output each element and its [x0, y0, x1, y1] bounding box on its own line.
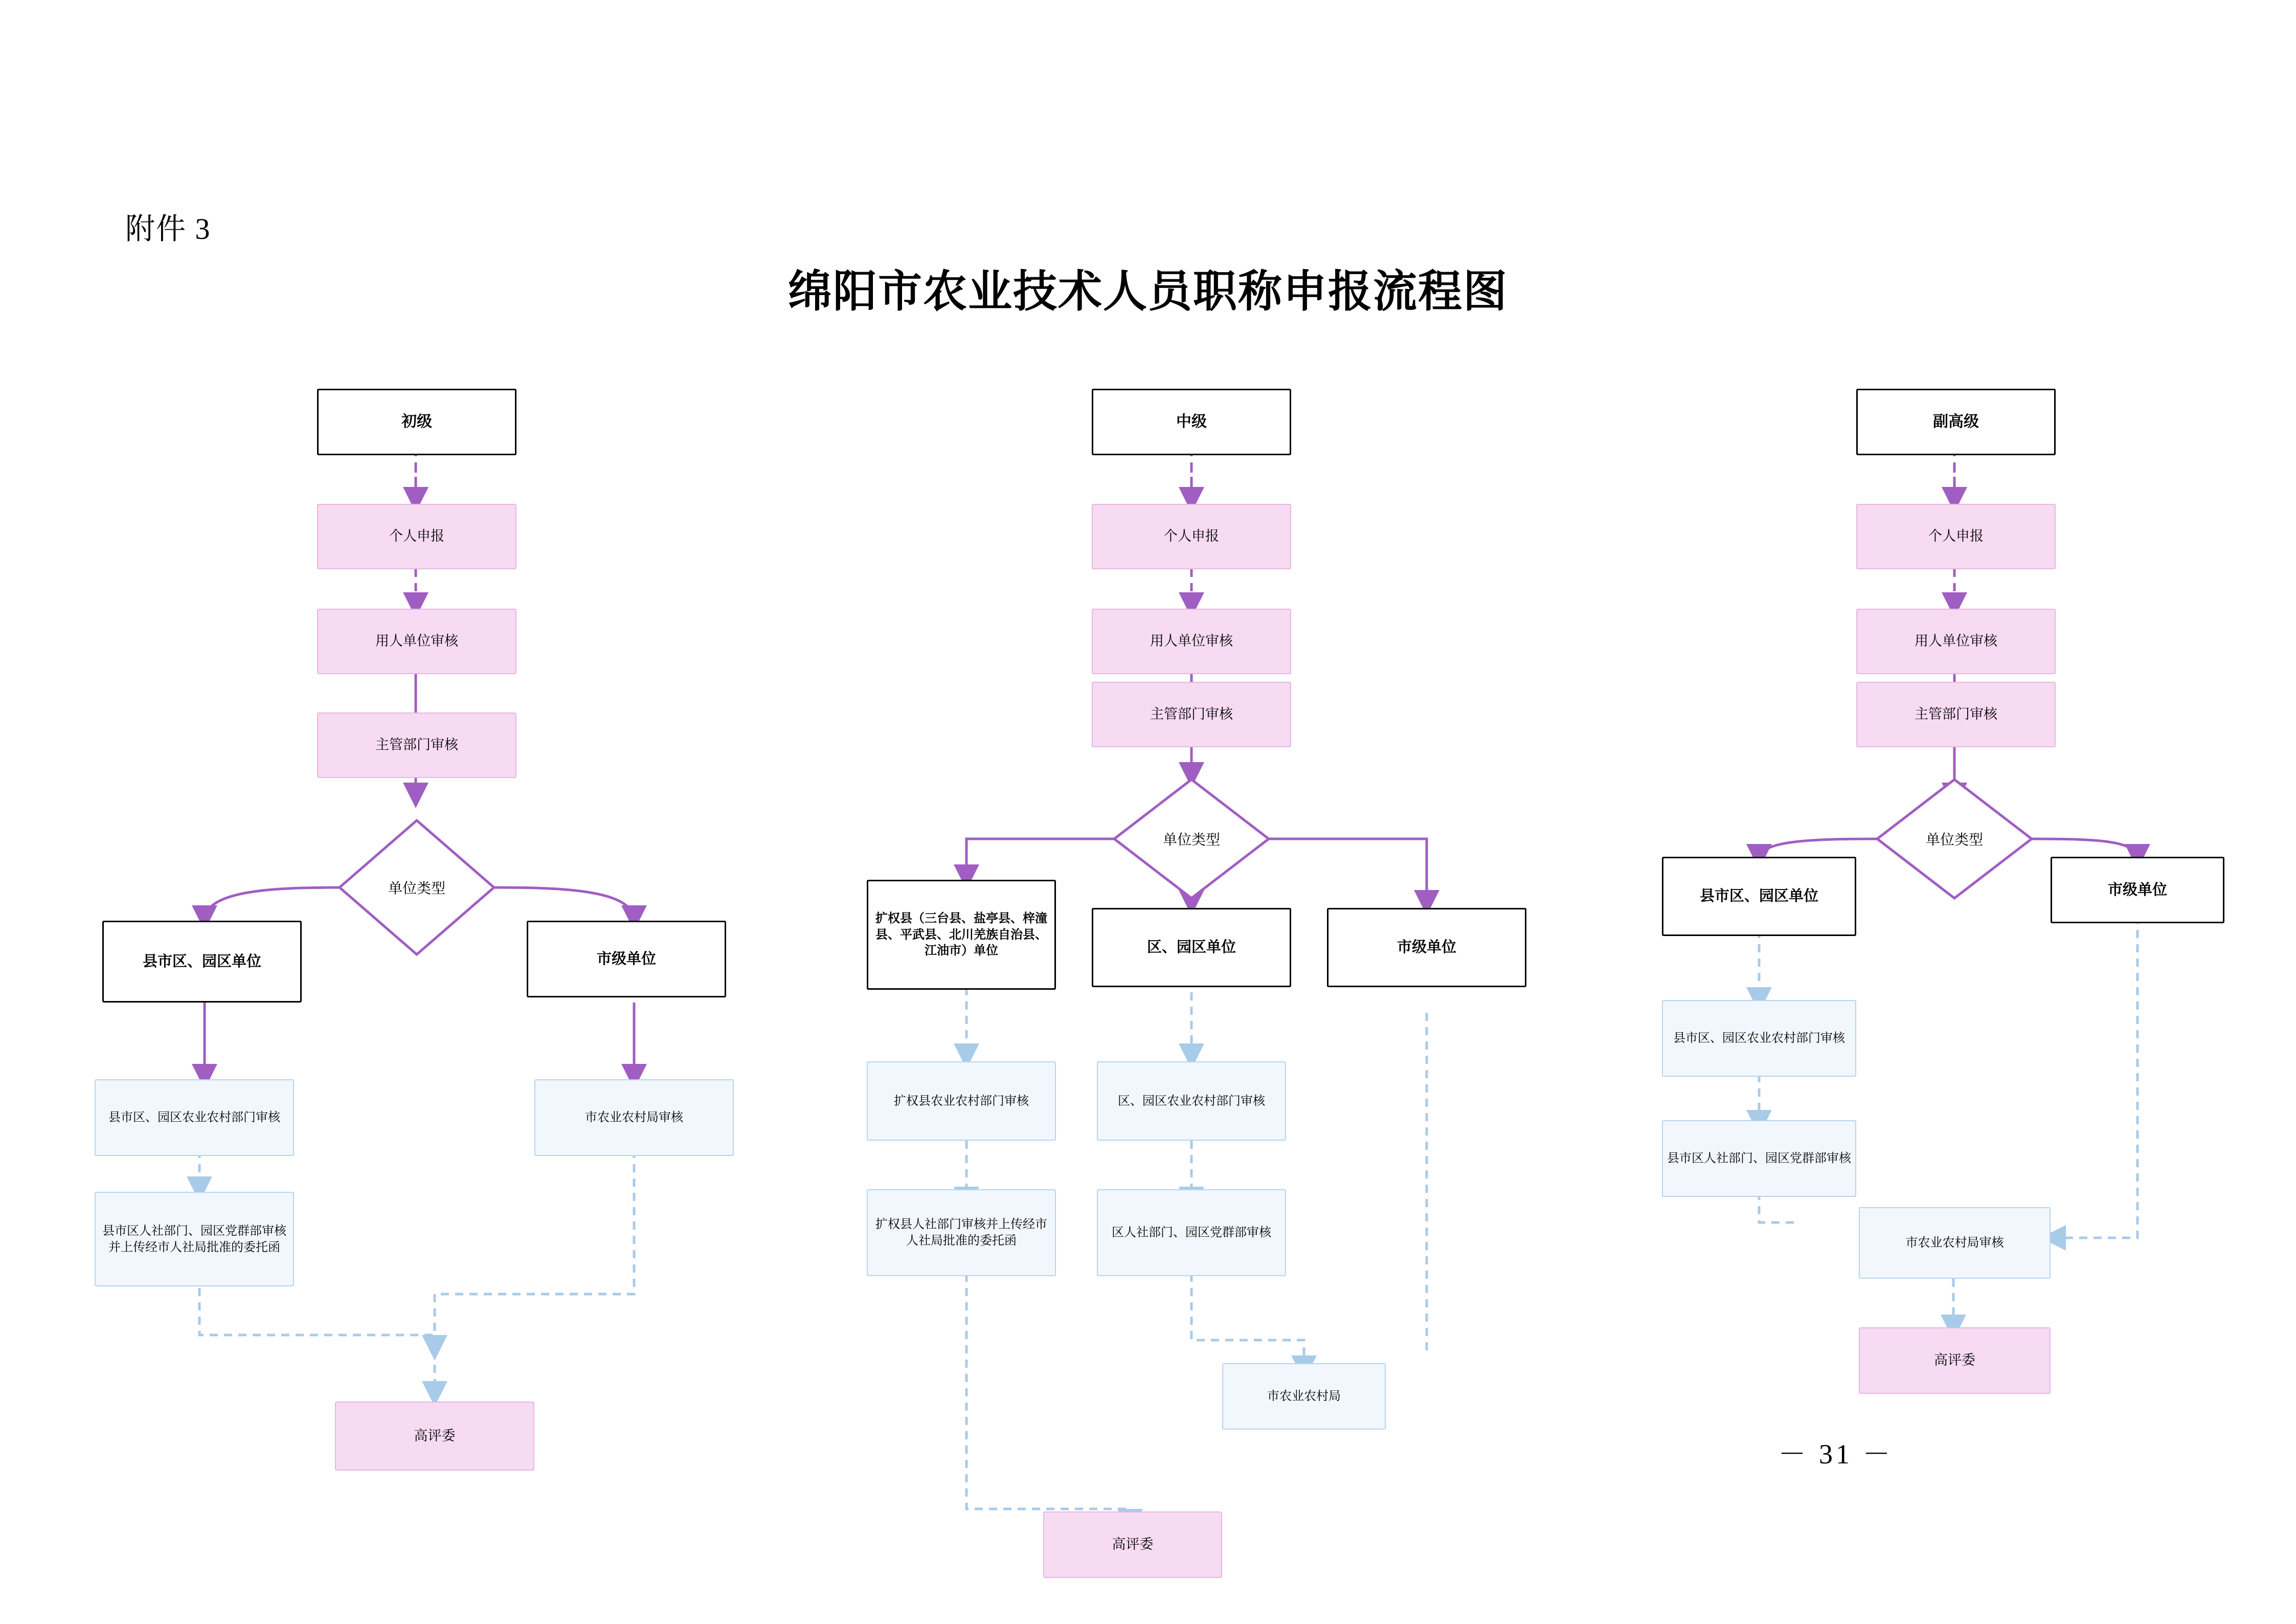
- node-senior-unit-type[interactable]: [1875, 777, 2034, 900]
- node-senior-county-agri-review[interactable]: 县市区、园区农业农村部门审核: [1662, 1000, 1856, 1077]
- node-intermediate-city-agri-bureau[interactable]: 市农业农村局: [1222, 1363, 1386, 1430]
- node-senior-city-agri-review[interactable]: 市农业农村局审核: [1859, 1207, 2051, 1279]
- node-intermediate-unit-type-label: 单位类型: [1162, 832, 1220, 848]
- node-senior-header[interactable]: 副高级: [1856, 389, 2056, 455]
- node-intermediate-district-hr-review[interactable]: 区人社部门、园区党群部审核: [1097, 1189, 1286, 1276]
- node-junior-dept-review[interactable]: 主管部门审核: [317, 713, 516, 778]
- attachment-label: 附件 3: [125, 212, 211, 246]
- node-junior-city-unit[interactable]: 市级单位: [527, 921, 726, 997]
- node-intermediate-employer-review[interactable]: 用人单位审核: [1092, 609, 1291, 674]
- node-intermediate-review-committee[interactable]: 高评委: [1043, 1511, 1222, 1578]
- node-intermediate-expanded-hr-review[interactable]: 扩权县人社部门审核并上传经市人社局批准的委托函: [867, 1189, 1056, 1276]
- node-junior-county-agri-review[interactable]: 县市区、园区农业农村部门审核: [95, 1079, 294, 1156]
- node-senior-city-unit[interactable]: 市级单位: [2051, 857, 2224, 923]
- node-senior-unit-type-label: 单位类型: [1925, 832, 1983, 848]
- node-intermediate-city-unit[interactable]: 市级单位: [1327, 908, 1526, 987]
- node-intermediate-expanded-county-unit[interactable]: 扩权县（三台县、盐亭县、梓潼县、平武县、北川羌族自治县、江油市）单位: [867, 880, 1056, 990]
- node-senior-employer-review[interactable]: 用人单位审核: [1856, 609, 2056, 674]
- node-junior-header[interactable]: 初级: [317, 389, 516, 455]
- node-junior-city-agri-review[interactable]: 市农业农村局审核: [534, 1079, 734, 1156]
- node-senior-review-committee[interactable]: 高评委: [1859, 1327, 2051, 1394]
- node-junior-county-hr-review[interactable]: 县市区人社部门、园区党群部审核并上传经市人社局批准的委托函: [95, 1192, 294, 1286]
- node-intermediate-unit-type[interactable]: [1112, 777, 1271, 900]
- node-intermediate-district-agri-review[interactable]: 区、园区农业农村部门审核: [1097, 1061, 1286, 1141]
- node-intermediate-expanded-agri-review[interactable]: 扩权县农业农村部门审核: [867, 1061, 1056, 1141]
- node-junior-employer-review[interactable]: 用人单位审核: [317, 609, 516, 674]
- page-number: － 31 －: [1778, 1439, 1894, 1470]
- node-senior-county-unit[interactable]: 县市区、园区单位: [1662, 857, 1856, 936]
- node-intermediate-apply[interactable]: 个人申报: [1092, 504, 1291, 569]
- node-intermediate-district-unit[interactable]: 区、园区单位: [1092, 908, 1291, 987]
- node-junior-review-committee[interactable]: 高评委: [335, 1401, 534, 1471]
- node-junior-county-unit[interactable]: 县市区、园区单位: [102, 921, 302, 1003]
- page-title: 绵阳市农业技术人员职称申报流程图: [788, 265, 1508, 317]
- node-senior-apply[interactable]: 个人申报: [1856, 504, 2056, 569]
- node-junior-apply[interactable]: 个人申报: [317, 504, 516, 569]
- node-senior-dept-review[interactable]: 主管部门审核: [1856, 682, 2056, 747]
- node-intermediate-dept-review[interactable]: 主管部门审核: [1092, 682, 1291, 747]
- node-intermediate-header[interactable]: 中级: [1092, 389, 1291, 455]
- node-junior-unit-type[interactable]: [337, 818, 496, 956]
- node-senior-county-hr-review[interactable]: 县市区人社部门、园区党群部审核: [1662, 1120, 1856, 1197]
- node-junior-unit-type-label: 单位类型: [388, 880, 445, 896]
